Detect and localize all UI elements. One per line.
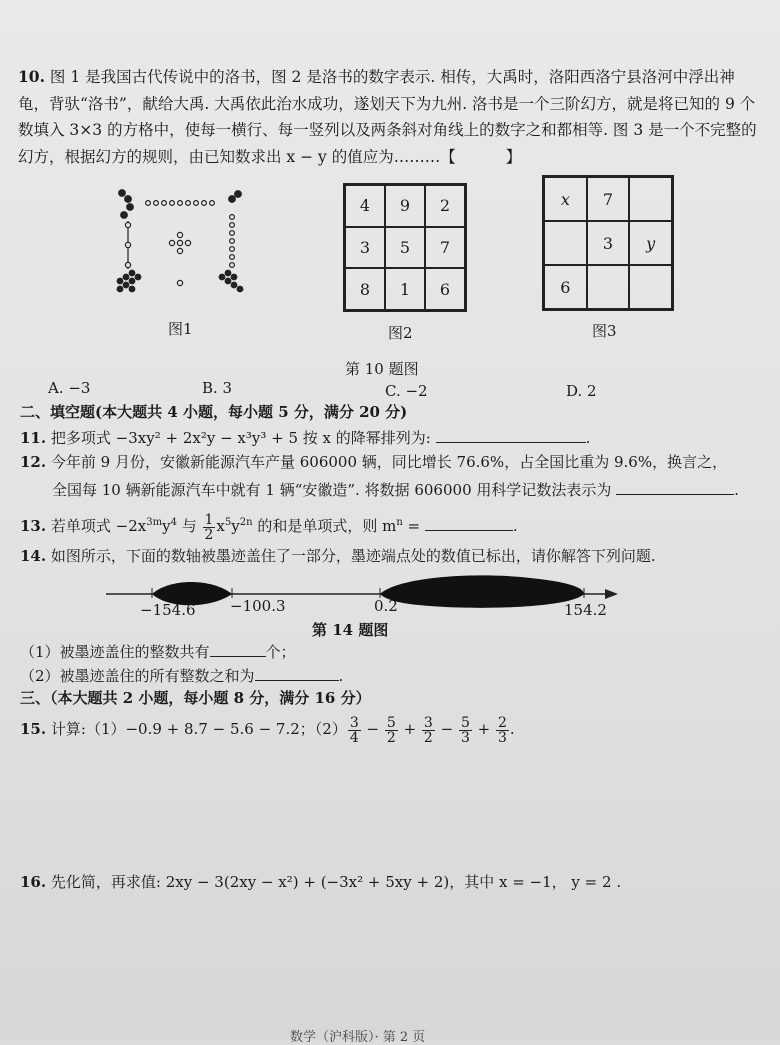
grid-cell: 7 — [587, 177, 630, 221]
fraction-expression — [347, 714, 510, 746]
exponent: n — [396, 517, 403, 528]
question-14 — [20, 546, 656, 566]
fig3-caption: 图3 — [592, 322, 617, 340]
question-text: 今年前 9 月份，安徽新能源汽车产量 606000 辆，同比增长 76.6%，占全国比重为 9.6%，换言之， — [50, 453, 728, 471]
operator: + — [472, 720, 495, 738]
option-c: C. −2 — [385, 382, 428, 400]
question-text: 图 1 是我国古代传说中的洛书，图 2 是洛书的数字表示. 相传，大禹时，洛阳西洛宁县洛河中浮出神龟，背驮“洛书”，献给大禹. 大禹依此治水成功，遂划天下为九州. 洛书是一个三阶幻方，就是将已知的 9 个数填入 3×3 的方格中，使每一横行、每一竖列以及两条斜对角线上的数字之和都相等. 图 3 是一个不完整的幻方，根据幻方的规则，由已知数求出 x − y 的值应为………【 — [18, 68, 757, 166]
grid-cell — [629, 177, 672, 221]
grid-cell: 4 — [345, 185, 385, 227]
magic-square-fig2 — [343, 183, 467, 312]
option-d: D. 2 — [566, 382, 597, 400]
text: （1）被墨迹盖住的整数共有 — [20, 643, 210, 661]
text: = — [402, 517, 425, 535]
grid-cell: 6 — [425, 268, 465, 310]
question-text: 计算:（1）−0.9 + 8.7 − 5.6 − 7.2；（2） — [50, 720, 347, 738]
magic-square-fig3 — [542, 175, 674, 311]
question-number: 14. — [20, 547, 47, 565]
question-text: 把多项式 −3xy² + 2x²y − x³y³ + 5 按 x 的降幂排列为: — [50, 429, 431, 447]
text: x — [216, 517, 225, 535]
text: 个； — [265, 643, 296, 661]
page-footer: 数学（沪科版）· 第 2 页 — [290, 1030, 426, 1045]
grid-cell: 7 — [425, 227, 465, 269]
question-10 — [18, 64, 763, 170]
question-11 — [20, 426, 590, 448]
ink-blot-right — [380, 575, 584, 607]
section-3-heading: 三、（本大题共 2 小题，每小题 8 分，满分 16 分） — [20, 689, 371, 707]
figure-title-10: 第 10 题图 — [345, 360, 419, 378]
grid-cell — [587, 265, 630, 309]
question-14-part1 — [20, 640, 296, 662]
text: （2）被墨迹盖住的所有整数之和为 — [20, 667, 255, 685]
option-a: A. −3 — [48, 379, 91, 397]
text: y — [231, 517, 240, 535]
option-b: B. 3 — [202, 379, 233, 397]
grid-cell — [544, 221, 587, 265]
question-16 — [20, 872, 621, 892]
question-number: 13. — [20, 517, 47, 535]
question-13 — [20, 508, 518, 542]
fraction: $\frac{3}{2}$ — [423, 714, 433, 746]
question-text: 全国每 10 辆新能源汽车中就有 1 辆“安徽造”. 将数据 606000 用科学记数法表示为 — [52, 481, 612, 499]
fraction: $\frac{5}{2}$ — [386, 714, 396, 746]
question-text: 如图所示，下面的数轴被墨迹盖住了一部分，墨迹端点处的数值已标出，请你解答下列问题. — [50, 547, 656, 565]
operator: − — [361, 720, 384, 738]
question-15 — [20, 712, 515, 746]
answer-blank[interactable] — [436, 426, 586, 443]
section-2-heading: 二、填空题(本大题共 4 小题，每小题 5 分，满分 20 分) — [20, 403, 408, 421]
fig2-caption: 图2 — [388, 324, 413, 342]
grid-cell: 8 — [345, 268, 385, 310]
exponent: 4 — [170, 517, 177, 528]
answer-blank[interactable] — [255, 664, 339, 681]
answer-blank[interactable] — [616, 478, 734, 495]
grid-cell: 1 — [385, 268, 425, 310]
text: y — [162, 517, 171, 535]
period: . — [512, 517, 518, 535]
fraction: $\frac{2}{3}$ — [497, 714, 507, 746]
exponent: 2n — [239, 517, 253, 528]
fig1-caption: 图1 — [168, 320, 193, 338]
figure-title-14: 第 14 题图 — [312, 621, 389, 639]
answer-bracket-end: 】 — [505, 147, 522, 166]
question-12-line2 — [52, 478, 739, 500]
grid-cell: y — [629, 221, 672, 265]
label-minus-154-6: −154.6 — [140, 601, 196, 619]
answer-blank[interactable] — [210, 640, 266, 657]
operator: + — [398, 720, 421, 738]
answer-blank[interactable] — [425, 514, 513, 531]
text: 与 — [176, 517, 202, 535]
text: . — [338, 667, 344, 685]
grid-cell: 2 — [425, 185, 465, 227]
fraction: $\frac{1}{2}$ — [204, 511, 214, 543]
question-14-part2 — [20, 664, 343, 686]
period: . — [585, 429, 591, 447]
grid-cell: 3 — [345, 227, 385, 269]
question-12-line1 — [20, 452, 727, 472]
label-minus-100-3: −100.3 — [230, 597, 286, 615]
question-number: 12. — [20, 453, 47, 471]
label-154-2: 154.2 — [564, 601, 607, 619]
question-number: 11. — [20, 429, 47, 447]
grid-cell: 5 — [385, 227, 425, 269]
exponent: 3m — [146, 517, 163, 528]
fraction: $\frac{3}{4}$ — [349, 714, 359, 746]
grid-cell: 6 — [544, 265, 587, 309]
grid-cell: 9 — [385, 185, 425, 227]
fraction: $\frac{5}{3}$ — [460, 714, 470, 746]
arrow-head — [605, 589, 618, 599]
exponent: 5 — [224, 517, 232, 528]
operator: − — [435, 720, 458, 738]
label-0-2: 0.2 — [374, 597, 398, 615]
period: . — [734, 481, 739, 499]
question-number: 10. — [18, 67, 45, 86]
text: 的和是单项式，则 m — [252, 517, 397, 535]
luoshu-figure — [110, 185, 250, 305]
period: . — [509, 720, 515, 738]
question-text: 先化简，再求值: 2xy − 3(2xy − x²) + (−3x² + 5xy + 2)，其中 x = −1， y = 2 . — [50, 873, 622, 891]
question-number: 16. — [20, 873, 47, 891]
grid-cell — [629, 265, 672, 309]
question-number: 15. — [20, 720, 47, 738]
text: 若单项式 −2x — [50, 517, 147, 535]
grid-cell: x — [544, 177, 587, 221]
grid-cell: 3 — [587, 221, 630, 265]
